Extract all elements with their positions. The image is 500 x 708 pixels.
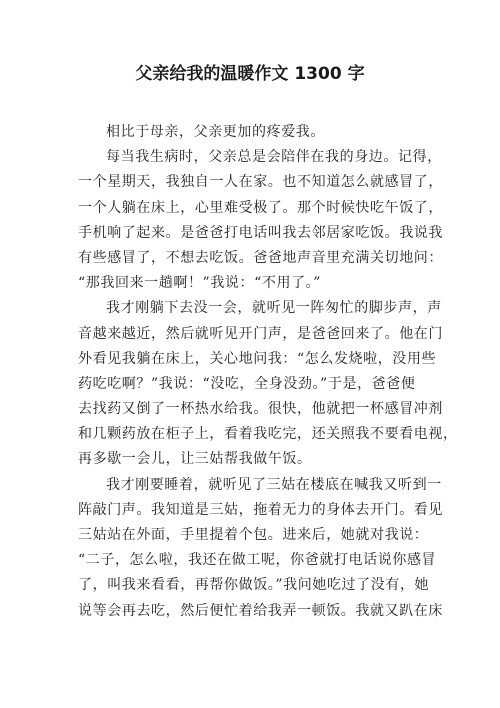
text-line: “二子，怎么啦，我还在做工呢，你爸就打电话说你感冒 — [78, 552, 437, 569]
text-line: “那我回来一趟啊！”我说：“不用了。” — [78, 275, 322, 292]
text-line: 有些感冒了，不想去吃饭。爸爸地声音里充满关切地问： — [78, 249, 443, 266]
document-body — [78, 120, 458, 624]
text-line: 了，叫我来看看，再帮你做饭。”我问她吃过了没有，她 — [78, 577, 430, 594]
text-line: 一个星期天，我独自一人在家。也不知道怎么就感冒了， — [78, 174, 443, 191]
text-line: 手机响了起来。是爸爸打电话叫我去邻居家吃饭。我说我 — [78, 224, 443, 241]
document-title: 父亲给我的温暖作文 1300 字 — [135, 64, 365, 84]
text-line: 和几颗药放在柜子上，看着我吃完，还关照我不要看电视， — [78, 426, 458, 443]
text-line: 相比于母亲，父亲更加的疼爱我。 — [106, 124, 325, 140]
text-line: 每当我生病时，父亲总是会陪伴在我的身边。记得， — [106, 149, 442, 166]
text-line: 三姑站在外面，手里提着个包。进来后，她就对我说： — [78, 527, 429, 543]
text-line: 外看见我躺在床上，关心地问我：“怎么发烧啦，没用些 — [78, 350, 437, 367]
text-line: 音越来越近，然后就听见开门声，是爸爸回来了。他在门 — [78, 325, 443, 342]
text-line: 去找药又倒了一杯热水给我。很快，他就把一杯感冒冲剂 — [78, 401, 443, 418]
text-line: 药吃吃啊？”我说：“没吃，全身没劲。”于是，爸爸便 — [78, 375, 416, 392]
text-line: 我才刚要睡着，就听见了三姑在楼底在喊我又听到一 — [106, 476, 442, 493]
text-line: 一个人躺在床上，心里难受极了。那个时候快吃午饭了， — [78, 199, 443, 216]
text-line: 我才刚躺下去没一会，就听见一阵匆忙的脚步声，声 — [106, 300, 442, 317]
text-line: 阵敲门声。我知道是三姑，拖着无力的身体去开门。看见 — [78, 501, 443, 518]
text-line: 再多歇一会儿，让三姑帮我做午饭。 — [78, 451, 312, 468]
text-line: 说等会再去吃，然后便忙着给我弄一顿饭。我就又趴在床 — [78, 602, 443, 619]
